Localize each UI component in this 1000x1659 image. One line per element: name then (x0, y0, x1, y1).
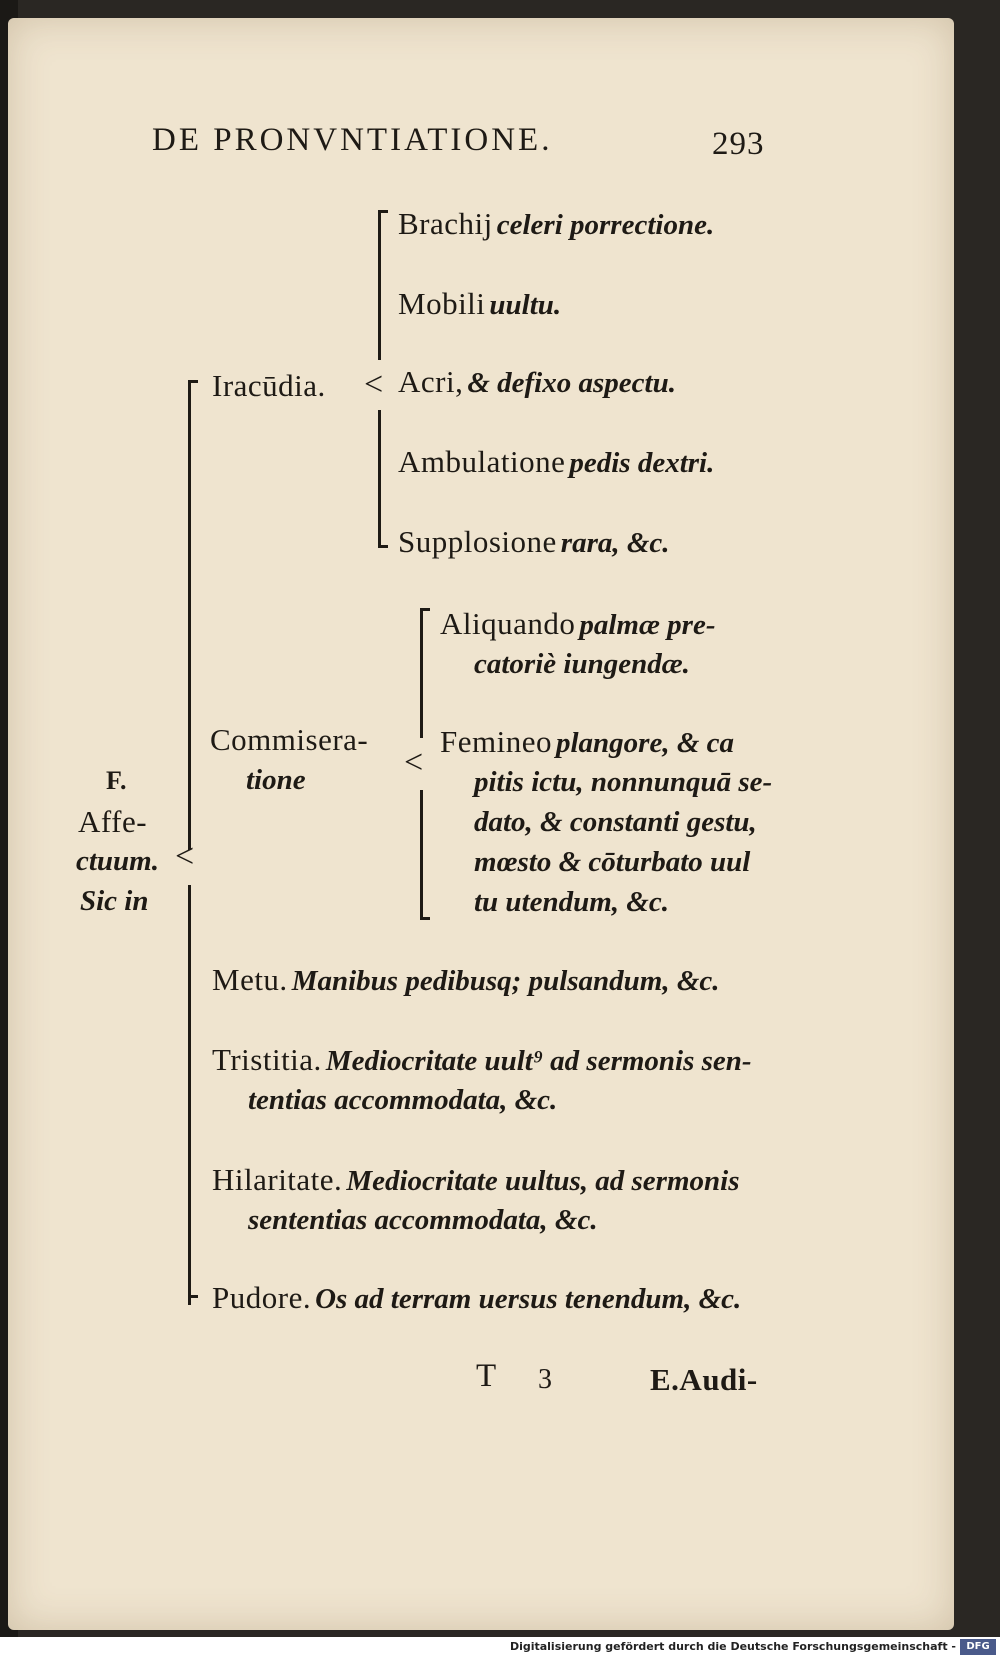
commiseratione-item: Femineo plangore, & ca (440, 724, 735, 759)
metu-row: Metu. Manibus pedibusq; pulsandum, &c. (212, 962, 720, 997)
iracundia-brace-upper (378, 210, 381, 360)
commiseratione-item: Aliquando palmæ pre- (440, 606, 716, 641)
iracundia-brace-lower (378, 410, 381, 548)
commiseratione-item-cont: catoriè iungendæ. (474, 648, 690, 680)
commiseratione-item-cont: dato, & constanti gestu, (474, 806, 757, 838)
dfg-logo[interactable]: DFG (960, 1639, 996, 1655)
pudore-row: Pudore. Os ad terram uersus tenendum, &c. (212, 1280, 742, 1315)
page-number: 293 (712, 126, 765, 162)
commiseratione-brace-upper (420, 608, 423, 738)
commiseratione-item-cont: mœsto & cōturbato uul (474, 846, 751, 878)
tristitia-row-cont: tentias accommodata, &c. (248, 1084, 558, 1116)
main-brace-lower (188, 885, 191, 1305)
hilaritate-row-cont: sententias accommodata, &c. (248, 1204, 598, 1236)
running-head: DE PRONVNTIATIONE. (152, 122, 553, 158)
iracundia-item: Acri, & defixo aspectu. (398, 364, 676, 399)
main-brace-upper (188, 380, 191, 850)
commiseratione-label: Commisera- (210, 722, 369, 757)
left-label-2: Affe- (78, 804, 148, 839)
signature-mark: T (476, 1358, 497, 1394)
left-label-4: Sic in (80, 885, 149, 917)
commiseratione-label-cont: tione (246, 764, 306, 796)
commiseratione-item-cont: pitis ictu, nonnunquā se- (474, 766, 773, 798)
iracundia-label: Iracūdia. (212, 368, 326, 403)
left-label-3: ctuum. (76, 845, 159, 877)
iracundia-item: Brachij celeri porrectione. (398, 206, 715, 241)
credit-text: Digitalisierung gefördert durch die Deutsche Forschungsgemeinschaft - (509, 1640, 956, 1653)
iracundia-item: Supplosione rara, &c. (398, 524, 670, 559)
hilaritate-row: Hilaritate. Mediocritate uultus, ad sermonis (212, 1162, 740, 1197)
iracundia-item: Mobili uultu. (398, 286, 562, 321)
left-label-1: F. (106, 766, 127, 795)
main-brace-point: < (175, 838, 195, 875)
iracundia-item: Ambulatione pedis dextri. (398, 444, 715, 479)
commiseratione-brace-lower (420, 790, 423, 920)
commiseratione-brace-bottom (420, 917, 430, 920)
commiseratione-brace-point: < (404, 744, 424, 781)
signature-number: 3 (538, 1364, 553, 1395)
commiseratione-item-cont: tu utendum, &c. (474, 886, 669, 918)
catchword: E.Audi- (650, 1362, 758, 1397)
tristitia-row: Tristitia. Mediocritate uult⁹ ad sermonis sen- (212, 1042, 752, 1077)
main-brace-bottom (188, 1295, 198, 1298)
iracundia-brace-point: < (364, 366, 384, 403)
iracundia-brace-bottom (378, 545, 388, 548)
